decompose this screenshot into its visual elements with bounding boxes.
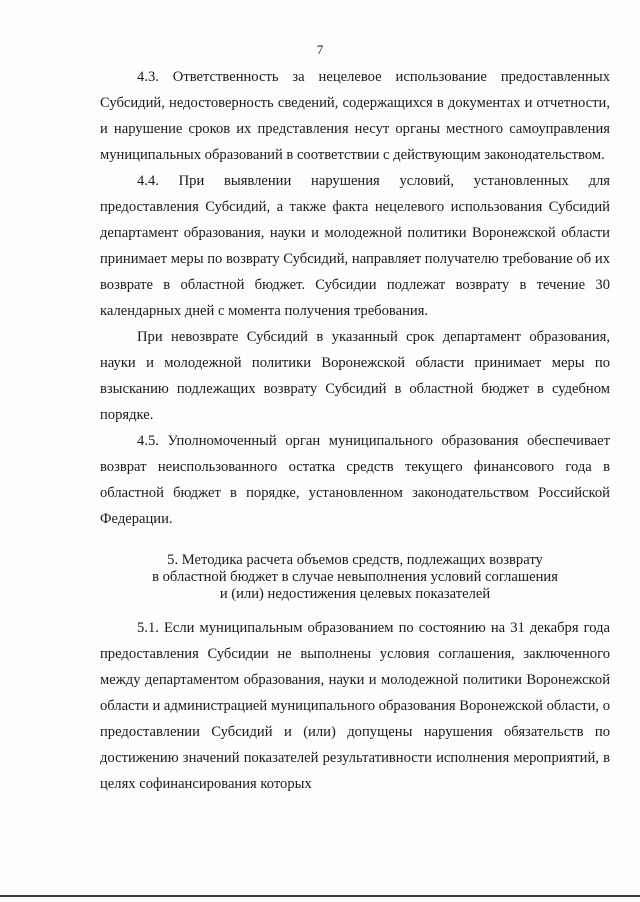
section-heading-line: в областной бюджет в случае невыполнения условий соглашения: [152, 569, 558, 585]
page-number: 7: [316, 42, 324, 57]
paragraph-4-4: 4.4. При выявлении нарушения условий, установленных для предоставления Субсидий, а также факта нецелевого использования Субсидий департамент образования, науки и молодежной политики Воронежской области принимает меры по возврату Субсидий, направляет получателю требование об их возврате в областной бюджет. Субсидии подлежат возврату в течение 30 календарных дней с момента получения требования.: [100, 173, 610, 319]
section-heading-line: 5. Методика расчета объемов средств, подлежащих возврату: [167, 552, 543, 568]
paragraph-4-3: 4.3. Ответственность за нецелевое использование предоставленных Субсидий, недостоверность сведений, содержащихся в документах и отчетности, и нарушение сроков их представления несут органы местного самоуправления муниципальных образований в соответствии с действующим законодательством.: [100, 69, 610, 163]
paragraph-5-1: 5.1. Если муниципальным образованием по состоянию на 31 декабря года предоставления Субсидии не выполнены условия соглашения, заключенного между департаментом образования, науки и молодежной политики Воронежской области и администрацией муниципального образования Воронежской области, о предоставлении Субсидий и (или) допущены нарушения обязательств по достижению значений показателей результативности исполнения мероприятий, в целях софинансирования которых: [100, 620, 610, 792]
page-bottom-edge: [0, 895, 640, 897]
section-heading-line: и (или) недостижения целевых показателей: [219, 586, 491, 602]
paragraph-4-5: 4.5. Уполномоченный орган муниципального образования обеспечивает возврат неиспользованного остатка средств текущего финансового года в областной бюджет в порядке, установленном законодательством Российской Федерации.: [100, 433, 610, 527]
section-5-heading: [100, 552, 610, 603]
document-body: [100, 64, 610, 797]
paragraph-non-return: При невозврате Субсидий в указанный срок департамент образования, науки и молодежной политики Воронежской области принимает меры по взысканию подлежащих возврату Субсидий в областной бюджет в судебном порядке.: [100, 329, 610, 423]
